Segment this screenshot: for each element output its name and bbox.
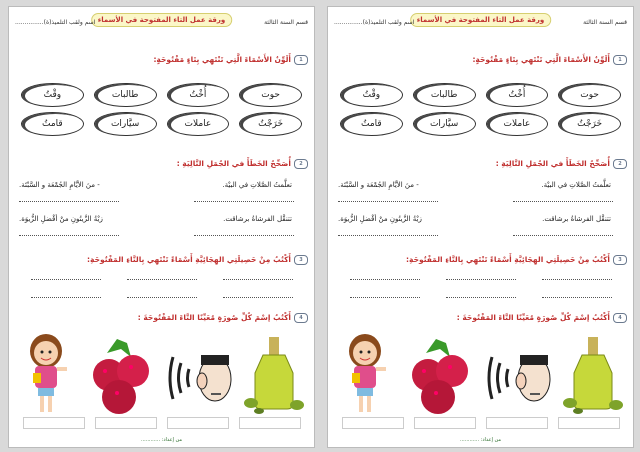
question-number: 1 <box>294 55 308 65</box>
question-3 <box>87 255 308 265</box>
answer-line[interactable] <box>542 297 612 298</box>
answer-line[interactable] <box>542 279 612 280</box>
sentence: تعلَّمتُ الصَّلاتِ في البيْة. <box>222 181 292 189</box>
word-cloud[interactable]: طالبات <box>413 83 476 107</box>
girl-illustration <box>21 329 71 417</box>
question-2 <box>496 159 627 169</box>
class-label: قسم السنة الثالثة <box>264 19 308 26</box>
word-cloud[interactable]: حوت <box>239 83 302 107</box>
answer-line[interactable] <box>338 235 438 236</box>
class-label: قسم السنة الثالثة <box>583 19 627 26</box>
question-text: أَلَوِّنُ الأَسْمَاءَ الَّتِي تَنْتَهِي بِتَاءٍ مَفْتُوحَةٍ: <box>472 55 610 64</box>
answer-line[interactable] <box>338 201 438 202</box>
sentence: تتنقَّل الفرشاةُ برشاقت. <box>542 215 611 223</box>
question-number: 4 <box>613 313 627 323</box>
sentence: تتنقَّل الفرشاةُ برشاقت. <box>223 215 292 223</box>
answer-line[interactable] <box>19 235 119 236</box>
question-1 <box>153 55 308 65</box>
word-cloud[interactable]: طالبات <box>94 83 157 107</box>
sentence: تعلَّمتُ الصَّلاتِ في البيْة. <box>541 181 611 189</box>
question-2 <box>177 159 308 169</box>
answer-line[interactable] <box>194 201 294 202</box>
sentence: زيْةُ الزَّيتُونِ منْ أفْضلِ الزُّيوَة. <box>338 215 422 223</box>
word-cloud[interactable]: خَرَجْتُ <box>239 112 302 136</box>
raspberry-illustration <box>406 337 476 417</box>
question-text: أَكْتُبُ إسْمَ كُلِّ صُورَةٍ مُعَيِّنًا التَّاءَ المَفْتُوحَةَ : <box>137 313 291 322</box>
word-cloud[interactable]: قامتُ <box>21 112 84 136</box>
sentence: - منَ الأيَّامِ الجُمْعَة و السَّبْتَة. <box>338 181 419 189</box>
word-cloud[interactable]: وقْتُ <box>21 83 84 107</box>
footer-credit: من إعداد: ............ <box>459 437 502 443</box>
answer-line[interactable] <box>350 279 420 280</box>
answer-line[interactable] <box>350 297 420 298</box>
girl-illustration <box>340 329 390 417</box>
sentence: - منَ الأيَّامِ الجُمْعَة و السَّبْتَة. <box>19 181 100 189</box>
worksheet-title: ورقة عمل التاء المفتوحة في الأسماء <box>410 13 552 27</box>
question-number: 1 <box>613 55 627 65</box>
answer-box[interactable] <box>95 417 157 429</box>
answer-box[interactable] <box>558 417 620 429</box>
word-cloud[interactable]: عاملات <box>486 112 549 136</box>
question-1 <box>472 55 627 65</box>
worksheet-title: ورقة عمل التاء المفتوحة في الأسماء <box>91 13 233 27</box>
word-cloud[interactable]: عاملات <box>167 112 230 136</box>
listening-ear-illustration <box>484 343 554 413</box>
word-cloud[interactable]: خَرَجْتُ <box>558 112 621 136</box>
answer-line[interactable] <box>194 235 294 236</box>
question-3 <box>406 255 627 265</box>
question-number: 4 <box>294 313 308 323</box>
question-4 <box>457 313 627 323</box>
question-number: 2 <box>294 159 308 169</box>
answer-box[interactable] <box>239 417 301 429</box>
answer-line[interactable] <box>446 297 516 298</box>
footer-credit: من إعداد: ............ <box>140 437 183 443</box>
answer-line[interactable] <box>446 279 516 280</box>
question-number: 3 <box>613 255 627 265</box>
answer-line[interactable] <box>223 279 293 280</box>
question-text: أَكْتُبُ مِنْ حَصِيلَتِي الهِجَائِيَّةِ أَسْمَاءً تَنْتَهِي بِالتَّاءِ المَفْتُوحَةِ: <box>87 255 291 264</box>
olive-oil-illustration <box>560 333 626 417</box>
answer-line[interactable] <box>513 235 613 236</box>
raspberry-illustration <box>87 337 157 417</box>
listening-ear-illustration <box>165 343 235 413</box>
worksheet-left <box>8 6 315 448</box>
olive-oil-illustration <box>241 333 307 417</box>
word-clouds <box>21 83 302 136</box>
answer-line[interactable] <box>127 279 197 280</box>
worksheet-header <box>332 13 629 31</box>
question-number: 3 <box>294 255 308 265</box>
word-clouds <box>340 83 621 136</box>
name-field: اسم ولقب التلميذ(ة)............... <box>334 19 415 26</box>
word-cloud[interactable]: وقْتُ <box>340 83 403 107</box>
answer-line[interactable] <box>31 297 101 298</box>
word-cloud[interactable]: سيَّارات <box>94 112 157 136</box>
worksheet-header <box>13 13 310 31</box>
word-cloud[interactable]: سيَّارات <box>413 112 476 136</box>
question-text: أَكْتُبُ إسْمَ كُلِّ صُورَةٍ مُعَيِّنًا التَّاءَ المَفْتُوحَةَ : <box>456 313 610 322</box>
question-text: أُصَحِّحُ الخَطَأَ في الجُمَلِ التَّالِيَةِ : <box>176 159 291 168</box>
question-number: 2 <box>613 159 627 169</box>
answer-box[interactable] <box>414 417 476 429</box>
word-cloud[interactable]: حوت <box>558 83 621 107</box>
word-cloud[interactable]: أُخْتُ <box>486 83 549 107</box>
sentence: زيْةُ الزَّيتُونِ منْ أفْضلِ الزُّيوَة. <box>19 215 103 223</box>
answer-box[interactable] <box>167 417 229 429</box>
question-text: أُصَحِّحُ الخَطَأَ في الجُمَلِ التَّالِيَةِ : <box>495 159 610 168</box>
question-text: أَكْتُبُ مِنْ حَصِيلَتِي الهِجَائِيَّةِ أَسْمَاءً تَنْتَهِي بِالتَّاءِ المَفْتُوحَةِ: <box>406 255 610 264</box>
answer-line[interactable] <box>223 297 293 298</box>
answer-line[interactable] <box>19 201 119 202</box>
question-4 <box>138 313 308 323</box>
answer-line[interactable] <box>513 201 613 202</box>
question-text: أَلَوِّنُ الأَسْمَاءَ الَّتِي تَنْتَهِي بِتَاءٍ مَفْتُوحَةٍ: <box>153 55 291 64</box>
answer-line[interactable] <box>31 279 101 280</box>
answer-box[interactable] <box>486 417 548 429</box>
answer-line[interactable] <box>127 297 197 298</box>
word-cloud[interactable]: قامتُ <box>340 112 403 136</box>
name-field: اسم ولقب التلميذ(ة)............... <box>15 19 96 26</box>
answer-box[interactable] <box>342 417 404 429</box>
worksheet-right <box>327 6 634 448</box>
word-cloud[interactable]: أُخْتُ <box>167 83 230 107</box>
answer-box[interactable] <box>23 417 85 429</box>
